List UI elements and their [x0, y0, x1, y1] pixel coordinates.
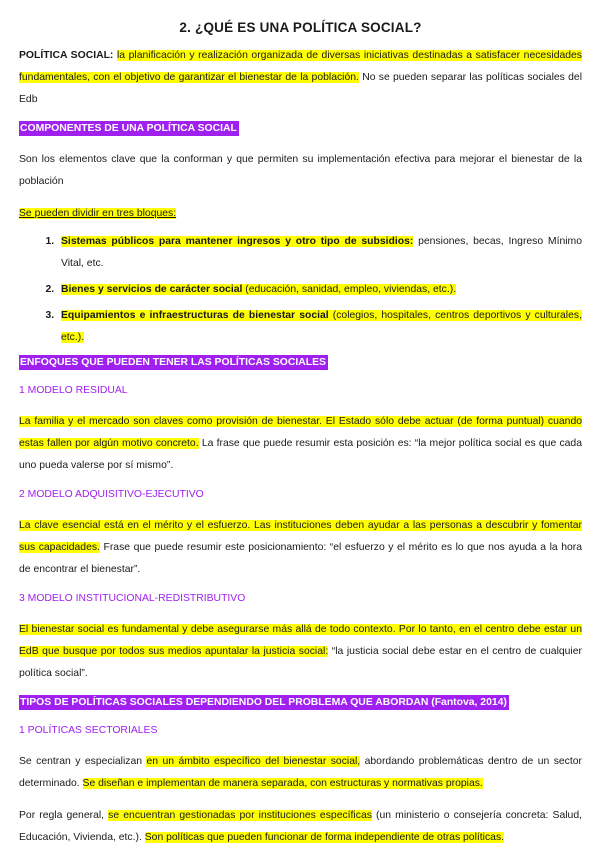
blocks-intro: Se pueden dividir en tres bloques:	[19, 208, 177, 219]
sectorial-title: 1 POLÍTICAS SECTORIALES	[19, 725, 158, 736]
sectorial-paragraph-1: Se centran y especializan en un ámbito específico del bienestar social, abordando problemáticas dentro de un sector determinado. Se diseñan e implementan de manera separada, con estructuras y normativas propias.	[19, 756, 582, 789]
intro-paragraph	[19, 45, 582, 111]
list-item: 2. Bienes y servicios de carácter social (educación, sanidad, empleo, viviendas, etc.).	[57, 279, 582, 301]
residual-paragraph: La familia y el mercado son claves como provisión de bienestar. El Estado sólo debe actuar (de forma puntual) cuando estas fallen por algún motivo concreto. La frase que puede resumir esta posición es: “la mejor política social es que cada uno pueda valerse por sí mismo”.	[19, 416, 582, 471]
components-text: Son los elementos clave que la conforman y que permiten su implementación efectiva para mejorar el bienestar de la población	[19, 154, 582, 187]
intro-rest: No se pueden separar las políticas sociales del Edb	[19, 72, 582, 105]
approaches-heading: ENFOQUES QUE PUEDEN TENER LAS POLÍTICAS SOCIALES	[20, 357, 326, 368]
adquisitivo-title: 2 MODELO ADQUISITIVO-EJECUTIVO	[19, 489, 204, 500]
list-item: 1. Sistemas públicos para mantener ingresos y otro tipo de subsidios: pensiones, becas, Ingreso Mínimo Vital, etc.	[57, 231, 582, 275]
institucional-title: 3 MODELO INSTITUCIONAL-REDISTRIBUTIVO	[19, 593, 246, 604]
components-list	[19, 231, 582, 349]
list-item: 3. Equipamientos e infraestructuras de bienestar social (colegios, hospitales, centros deportivos y culturales, etc.).	[57, 305, 582, 349]
components-heading: COMPONENTES DE UNA POLÍTICA SOCIAL	[20, 123, 237, 134]
page-title: 2. ¿QUÉ ES UNA POLÍTICA SOCIAL?	[179, 20, 422, 35]
institucional-paragraph: El bienestar social es fundamental y debe asegurarse más allá de todo contexto. Por lo tanto, en el centro debe estar un EdB que busque por todos sus medios apuntalar la justicia social: “la justicia social debe estar en el centro de cualquier política social”.	[19, 624, 582, 679]
adquisitivo-paragraph: La clave esencial está en el mérito y el esfuerzo. Las instituciones deben ayudar a las personas a descubrir y fomentar sus capacidades. Frase que puede resumir este posicionamiento: “el esfuerzo y el mérito es lo que nos ayuda a la hora de encontrar el bienestar”.	[19, 520, 582, 575]
residual-title: 1 MODELO RESIDUAL	[19, 385, 128, 396]
sectorial-paragraph-2: Por regla general, se encuentran gestionadas por instituciones específicas (un ministerio o consejería concreta: Salud, Educación, Vivienda, etc.). Son políticas que pueden funcionar de forma independiente de otras políticas.	[19, 810, 582, 843]
intro-label: POLÍTICA SOCIAL:	[19, 50, 114, 61]
types-heading: TIPOS DE POLÍTICAS SOCIALES DEPENDIENDO DEL PROBLEMA QUE ABORDAN (Fantova, 2014)	[20, 697, 507, 708]
intro-definition: la planificación y realización organizada de diversas iniciativas destinadas a satisfacer necesidades fundamentales, con el objetivo de garantizar el bienestar de la población.	[19, 50, 583, 83]
